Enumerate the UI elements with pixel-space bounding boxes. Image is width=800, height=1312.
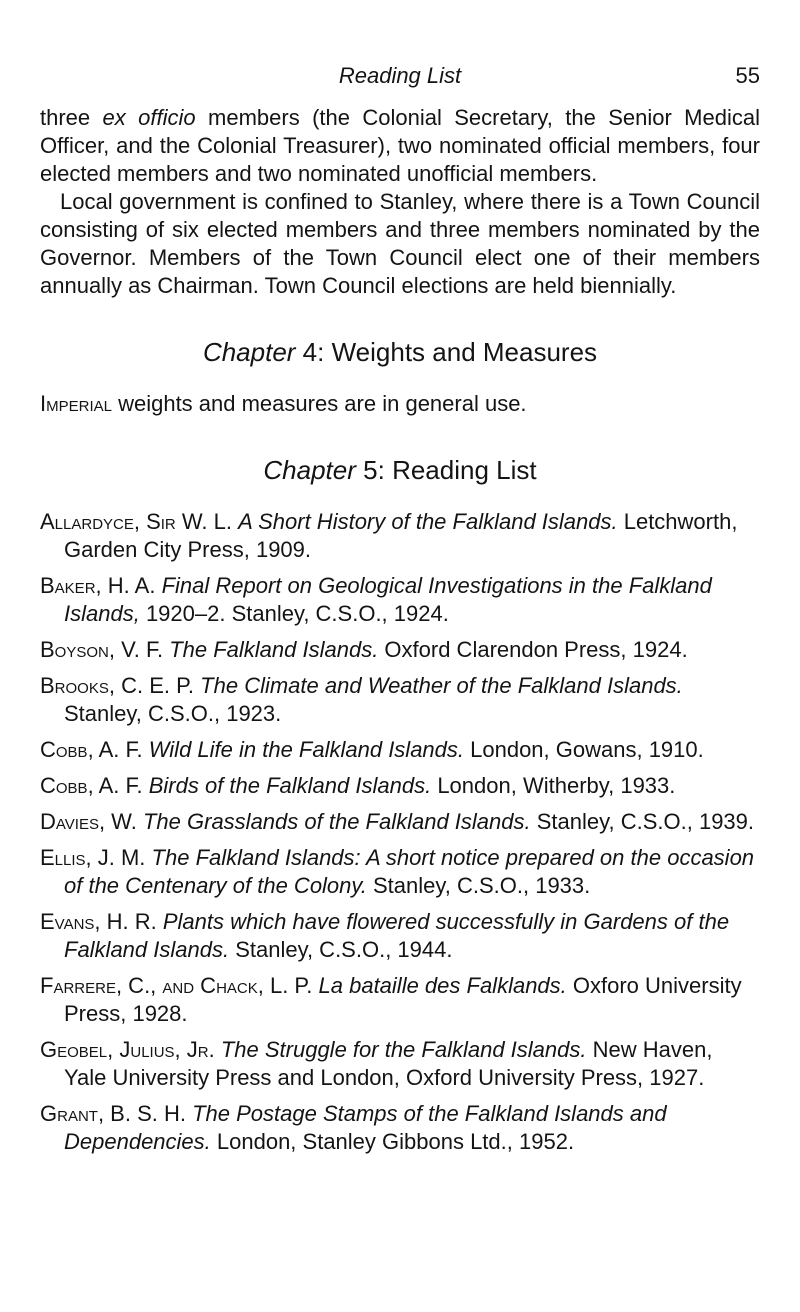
reference-entry [40,1036,760,1092]
ref-author: Evans, H. R. [40,909,157,934]
reference-entry [40,672,760,728]
ref-title: The Falkland Islands. [169,637,379,662]
ref-publication: Stanley, C.S.O., 1939. [530,809,755,834]
reference-entry [40,844,760,900]
ref-title: The Falkland Islands: A short notice prepared on the occasion of the Centenary of the Colony. [64,845,755,898]
ref-title: Plants which have flowered successfully in Gardens of the Falkland Islands. [64,909,730,962]
intro-paragraph-1 [40,104,760,188]
reference-entry [40,908,760,964]
intro-text-a: three [40,105,103,130]
ref-title: The Struggle for the Falkland Islands. [220,1037,587,1062]
intro-text-b: members (the Colonial Secretary, the Senior Medical Officer, and the Colonial Treasurer), two nominated official members, four elected members and two nominated unofficial members. [40,105,760,186]
chapter-4-lead: Imperial [40,391,112,416]
reference-entry [40,736,760,764]
running-header [40,62,760,90]
ref-author: Boyson, V. F. [40,637,164,662]
chapter-4-heading [40,336,760,368]
ref-publication: Stanley, C.S.O., 1923. [64,701,282,726]
ref-title: La bataille des Falklands. [318,973,567,998]
ref-author: Cobb, A. F. [40,737,143,762]
page-number: 55 [735,63,760,88]
ref-author: Baker, H. A. [40,573,156,598]
ref-author: Cobb, A. F. [40,773,143,798]
ref-publication: 1920–2. Stanley, C.S.O., 1924. [139,601,449,626]
reading-list [40,508,760,1156]
ref-publication: London, Stanley Gibbons Ltd., 1952. [210,1129,575,1154]
ref-title: The Postage Stamps of the Falkland Islands and Dependencies. [64,1101,667,1154]
ref-publication: Stanley, C.S.O., 1944. [229,937,453,962]
reference-entry [40,772,760,800]
chapter-4-body: weights and measures are in general use. [111,391,527,416]
ref-author: Geobel, Julius, Jr. [40,1037,215,1062]
ref-publication: Stanley, C.S.O., 1933. [366,873,591,898]
reference-entry [40,808,760,836]
running-title: Reading List [338,63,462,88]
ref-title: A Short History of the Falkland Islands. [238,509,618,534]
ref-author: Grant, B. S. H. [40,1101,186,1126]
chapter-5-heading [40,454,760,486]
chapter-5-colon: : [377,455,385,485]
ref-author: Ellis, J. M. [40,845,146,870]
ref-publication: Oxforo University Press, 1928. [64,973,742,1026]
ref-title: The Grasslands of the Falkland Islands. [142,809,531,834]
chapter-5-number: 5 [363,455,378,485]
chapter-4-number: 4 [302,337,318,367]
ref-publication: New Haven, Yale University Press and London, Oxford University Press, 1927. [64,1037,713,1090]
ref-publication: Letchworth, Garden City Press, 1909. [64,509,738,562]
reference-entry [40,972,760,1028]
ref-publication: London, Gowans, 1910. [464,737,704,762]
reference-entry [40,508,760,564]
ref-author: Brooks, C. E. P. [40,673,195,698]
ref-title: Birds of the Falkland Islands. [148,773,432,798]
reference-entry [40,636,760,664]
ref-author: Farrere, C., and Chack, L. P. [40,973,313,998]
ref-author: Allardyce, Sir W. L. [40,509,233,534]
ref-title: The Climate and Weather of the Falkland Islands. [200,673,683,698]
ref-title: Final Report on Geological Investigations in the Falkland Islands, [64,573,712,626]
ref-publication: Oxford Clarendon Press, 1924. [378,637,688,662]
chapter-4-word: Chapter [202,337,296,367]
reference-entry [40,1100,760,1156]
ref-publication: London, Witherby, 1933. [431,773,676,798]
ref-author: Davies, W. [40,809,137,834]
reference-entry [40,572,760,628]
chapter-4-text [40,390,760,418]
book-page [40,62,760,1164]
chapter-5-word: Chapter [263,455,356,485]
chapter-5-title: Reading List [392,455,537,485]
intro-italic-term: ex officio [102,105,196,130]
chapter-4-colon: : [317,337,325,367]
intro-paragraph-2: Local government is confined to Stanley, where there is a Town Council consisting of six elected members and three members nominated by the Governor. Members of the Town Council elect one of their members annually as Chairman. Town Council elections are held biennially. [40,189,760,298]
chapter-4-title: Weights and Measures [331,337,598,367]
ref-title: Wild Life in the Falkland Islands. [148,737,465,762]
